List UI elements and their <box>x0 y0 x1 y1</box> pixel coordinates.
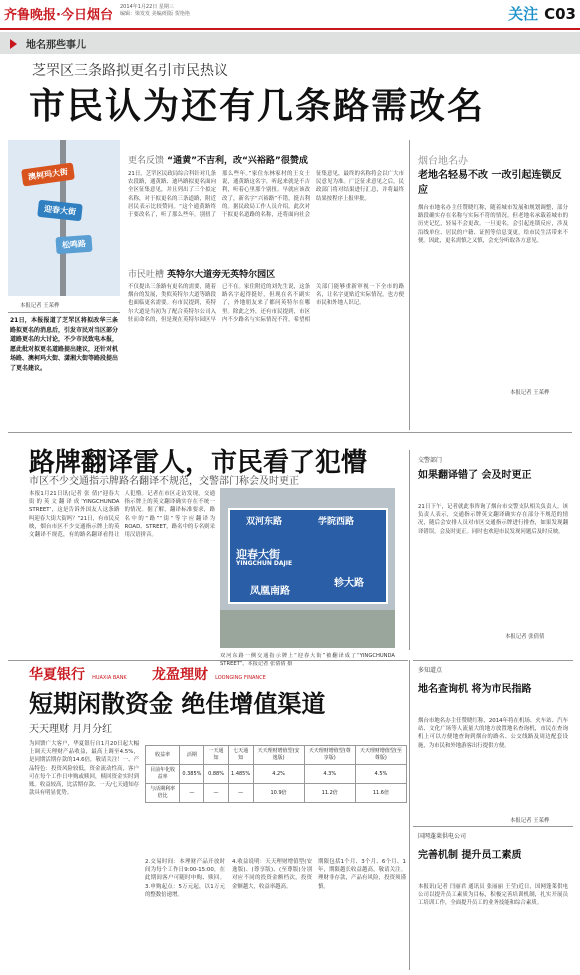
bank-logo-en: HUAXIA BANK <box>92 675 127 681</box>
table-cell: 1.485% <box>228 765 253 784</box>
photo-credit: 本报记者 王茱桦 <box>20 303 60 309</box>
sidebar2-title: 如果翻译错了 会及时更正 <box>418 470 532 481</box>
table-cell: 4.2% <box>253 765 304 784</box>
ad-headline: 短期闲散资金 绝佳增值渠道 <box>29 690 326 718</box>
table-cell: 0.385% <box>180 765 204 784</box>
article1-body1: 21日，芝罘区民政局综合科针对几条农段路，通黄路、迪玛路拟更名面向全区征集意见，并且列出了三个拟定名称，对于拟更名的三条道路，附近居民表示比较赞同。“这个通黄路终于要改名了，听了那么些年，别扭了那么些年。”家住东林家村的王女士说，通黄路这名字，听起来就是不吉利，听着心里那个别扭。早就应该改改了，新名字“兴裕路”不错，挺吉利的。据民政局工作人员介绍，此次对于拟更名道路的名称，还将面向社会征集意见，最终的名称将会以广大市民意见为准。广泛征求意见之后，民政部门将对结果进行汇总，并将最终结果按程序上报审批。 <box>128 171 404 219</box>
table-header-cell: 收益率 <box>146 746 180 765</box>
table-cell: 11.6倍 <box>355 784 406 803</box>
section-bar <box>0 32 580 54</box>
section-bar-title: 地名那些事儿 <box>26 40 86 51</box>
table-cell: 与活期利率倍比 <box>146 784 180 803</box>
article1-subhead: 芝罘区三条路拟更名引市民热议 <box>32 63 228 79</box>
section-rule <box>413 660 573 661</box>
street-sign-photo <box>8 140 120 296</box>
section-rule <box>8 660 408 661</box>
masthead-rule <box>0 28 580 30</box>
photo-caption: 双河东路一侧交通指示牌上“迎春大街”被翻译成了“YINGCHUNDA STREET”。本报记者 张倩倩 摄 <box>220 653 395 668</box>
table-cell: 0.88% <box>204 765 228 784</box>
sign-board: 澳柯玛大街 <box>21 162 75 186</box>
sidebar1-title: 老地名轻易不改 一改引起连锁反应 <box>418 170 562 196</box>
kicker2-tag: 市民吐槽 <box>128 270 165 280</box>
article1-body2: 不仅提出三条路有更名的需要，随着烟台的发展，类似英特尔大道等路段也面临更名需要。有市民提到，英特尔大道是当初为了配合英特尔公司入驻而命名的，但是现在英特尔园区早已不在。家住附近的刘先生说，这条路名字起得挺好，但现在名不副实了，外地朋友来了都问英特尔在哪里。除此之外，还有市民提到，市区内不少路名与实际情况不符，希望相关部门能够重新审视一下全市的路名，让名字更贴近实际情况，也方便市民和外地人识记。 <box>128 284 404 323</box>
bank-logo-text: 华夏银行 <box>29 667 85 683</box>
article2-subhead: 市区不少交通指示牌路名翻译不规范，交警部门称会及时更正 <box>29 476 299 487</box>
article1-lead: 21日，本报报道了芝罘区将拟改华三条路拟更名的消息后，引发市民对当区部分道路更名的大讨论，不少市民致电本报，愿此批对拟更名道路提出建议，还针对机场路、澳柯玛大街、潇湘大街等路段提出了更名建议。 <box>10 317 119 372</box>
product-logo-text: 龙盈理财 <box>152 667 208 683</box>
table-header-cell: 天天理财增值型(安逸版) <box>253 746 304 765</box>
rate-table-wrap <box>145 745 407 803</box>
table-header-cell: 七天通知 <box>228 746 253 765</box>
triangle-icon <box>10 39 17 49</box>
sidebar2-credit: 本报记者 张倩倩 <box>505 634 545 640</box>
kicker1 <box>128 153 308 166</box>
road-sign-photo <box>220 488 395 648</box>
sidebar3-tag: 多知道点 <box>418 667 443 674</box>
column-rule <box>409 140 410 430</box>
table-header-cell: 活期 <box>180 746 204 765</box>
table-row <box>146 784 407 803</box>
sidebar3-body: 烟台市地名办主任赞晓红称，2014年将在机场、火车站、汽车站、文化广场等人流量大的地方放置地名查询机，市民在查询机上可以方便地查询到烟台的路名、公交线路及周边配套设施，为市民和外地游客出行提供方便。 <box>418 718 568 749</box>
sidebar3-title: 地名查询机 将为市民指路 <box>418 684 532 695</box>
ad-body: 为回馈广大客户，华夏银行自1月20日起大幅上调天天理财产品收益，最高上调至4.5%，是同期活期存款的14.6倍，敬请关注！一、产品特色：投资风险较低，资金流动性高，客户可在每个工作日申购或赎回，赎回资金实时到账。收益较高，比活期存款、一天/七天通知存款具有明显优势。 <box>29 741 139 797</box>
sidebar2-body: 21日下午，记者就此事咨询了烟台市交警支队相关负责人。该负责人表示，交通指示牌英文翻译确实存在部分不规范的情况，随后会安排人员对市区交通指示牌进行排查，如果发现翻译错误，会及时更正。同时也欢迎市民发现问题后及时反映。 <box>418 504 568 535</box>
table-cell: — <box>228 784 253 803</box>
bank-logo <box>29 664 127 684</box>
table-cell: 4.3% <box>304 765 355 784</box>
sign-text: 迎春大街 <box>236 548 280 561</box>
article1-headline: 市民认为还有几条路需改名 <box>29 86 486 127</box>
table-header-cell: 天天理财增值型(尊享版) <box>304 746 355 765</box>
divider <box>8 312 120 313</box>
sidebar1-credit: 本报记者 王茱桦 <box>510 390 550 396</box>
sign-board: 迎春大街 <box>37 200 83 222</box>
article2-headline: 路牌翻译雷人，市民看了犯懵 <box>29 448 368 478</box>
table-header-row <box>146 746 407 765</box>
ad-body-col4: 期限包括1个月、3个月、6个月、1年，期限越长收益越高，敬请关注。理财非存款，产品有风险，投资须谨慎。 <box>318 859 406 890</box>
table-cell: 目前年化收益率 <box>146 765 180 784</box>
trees <box>220 610 395 648</box>
kicker1-tag: 更名反馈 <box>128 156 165 166</box>
sidebar3-credit: 本报记者 王茱桦 <box>510 818 550 824</box>
masthead-date-text: 2014年1月22日 星期三 <box>120 4 174 10</box>
column-rule <box>409 450 410 650</box>
kicker2-title: 英特尔大道旁无英特尔园区 <box>167 270 276 280</box>
sidebar1-tag: 烟台地名办 <box>418 156 468 167</box>
column-rule <box>409 660 410 970</box>
table-cell: 4.5% <box>355 765 406 784</box>
ad-body-col3: 4.收益说明：天天理财增值型(安逸版)、(尊享版)、(至尊版)分别对应不同的投资金额档次，投资金额越大，收益率越高。 <box>232 859 312 890</box>
table-cell: — <box>204 784 228 803</box>
masthead <box>0 0 580 30</box>
ad-subhead: 天天理财 月月分红 <box>29 724 113 735</box>
sign-text: 凤凰南路 <box>250 586 290 597</box>
product-logo <box>152 664 266 684</box>
table-header-cell: 天天理财增值型(至尊版) <box>355 746 406 765</box>
article2-body: 本报1月21日讯(记者 张 倩)“迎春大街的英文翻译成‘YINGCHUNDA STREET’，这是告诉外国友人这条路叫迎春大街大街吗？”21日，有市民反映，烟台市区不少交通指示牌上的英文翻译不规范，有的路名翻译看得让人犯懵。记者在市区走访发现，交通指示牌上的英文翻译确实存在不统一的情况。据了解，翻译标准要求，路名中的“路”“街”等字应翻译为ROAD、STREET，路名中的专名则采用汉语拼音。 <box>29 491 215 539</box>
masthead-editors: 编辑：梁发发 美编/组版 贺艳艳 <box>120 11 190 17</box>
table-header-cell: 一天通知 <box>204 746 228 765</box>
sign-board: 松鸣路 <box>55 235 92 254</box>
sidebar2-tag: 交警部门 <box>418 457 443 464</box>
section-rule <box>8 432 572 433</box>
sidebar4-tag: 国网蓬莱供电公司 <box>418 833 467 840</box>
table-row <box>146 765 407 784</box>
kicker1-title: “通黄”不吉利，改“兴裕路”很赞成 <box>167 156 308 166</box>
rate-table <box>145 745 407 803</box>
masthead-date <box>120 4 190 18</box>
sidebar4-title: 完善机制 提升员工素质 <box>418 850 522 861</box>
masthead-section <box>508 3 576 24</box>
section-name: 关注 <box>508 5 539 23</box>
ad-body-col2: 2.交易时间：本理财产品开放时间为每个工作日9:00-15:00，在此期间客户可随时申购、赎回。3.申购起点：5万元起，以1万元的整数倍递增。 <box>145 859 225 898</box>
sign-text: YINGCHUN DAJIE <box>236 560 293 567</box>
sign-text: 学院西路 <box>318 517 355 527</box>
table-cell: 11.2倍 <box>304 784 355 803</box>
kicker2 <box>128 267 275 280</box>
page-number: C03 <box>544 5 576 23</box>
sign-text: 轸大路 <box>334 578 364 589</box>
product-logo-en: LOONGING FINANCE <box>215 675 266 681</box>
sign-text: 双河东路 <box>246 517 283 527</box>
sidebar1-body: 烟台市地名办主任赞晓红称，随着城市发展和规划调整，部分路段确实存在名称与实际不符的情况。但老地名承载着城市的历史记忆，轻易不会更改。一旦更名，会引起连锁反应，涉及沿线单位、居民的户籍、证照等信息变更，给市民生活带来不便。因此，更名需慎之又慎，会充分听取各方意见。 <box>418 205 568 244</box>
table-cell: — <box>180 784 204 803</box>
table-cell: 10.9倍 <box>253 784 304 803</box>
masthead-logo: 齐鲁晚报·今日烟台 <box>4 8 113 23</box>
section-rule <box>413 826 573 827</box>
sidebar4-body: 本报讯(记者 闫丽君 通讯员 张丽丽 王莹)近日，国网蓬莱供电公司以提升员工素质为目标，积极完善培训机制，扎实开展员工培训工作，全面提升员工的业务技能和综合素质。 <box>418 884 568 907</box>
